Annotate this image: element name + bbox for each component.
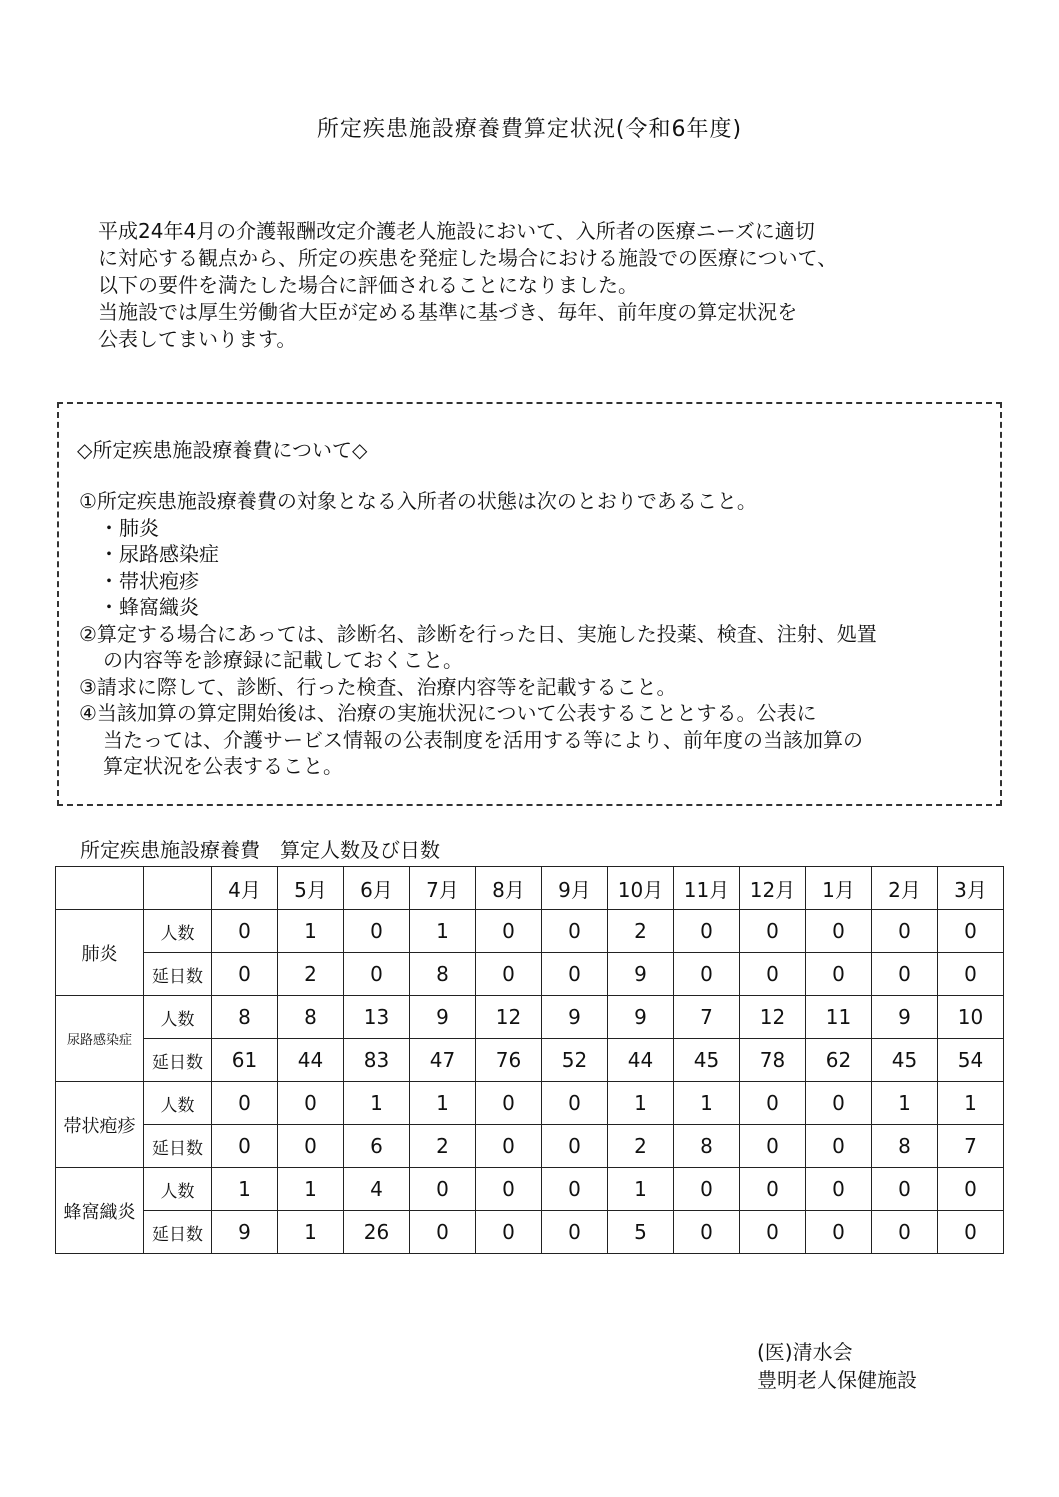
table-row	[56, 1082, 1004, 1125]
value-cell: 9	[872, 996, 938, 1039]
value-cell: 0	[806, 1211, 872, 1254]
requirement-line: ③請求に際して、診断、行った検査、治療内容等を記載すること。	[79, 674, 677, 699]
organization-name: (医)清水会	[757, 1340, 853, 1364]
value-cell: 7	[674, 996, 740, 1039]
value-cell: 0	[872, 953, 938, 996]
requirement-line: ①所定疾患施設療養費の対象となる入所者の状態は次のとおりであること。	[79, 489, 757, 513]
header-blank-cell	[144, 867, 212, 910]
value-cell: 0	[740, 910, 806, 953]
value-cell: 0	[740, 1211, 806, 1254]
value-cell: 0	[806, 1125, 872, 1168]
value-cell: 0	[278, 1125, 344, 1168]
value-cell: 0	[740, 953, 806, 996]
value-cell: 0	[476, 910, 542, 953]
table-caption: 所定疾患施設療養費 算定人数及び日数	[80, 838, 440, 862]
intro-line: 当施設では厚生労働省大臣が定める基準に基づき、毎年、前年度の算定状況を	[98, 300, 798, 324]
value-cell: 8	[410, 953, 476, 996]
disease-name-cell: 尿路感染症	[56, 996, 144, 1082]
requirements-list	[79, 488, 999, 780]
value-cell: 1	[344, 1082, 410, 1125]
value-cell: 12	[476, 996, 542, 1039]
value-cell: 76	[476, 1039, 542, 1082]
table-row	[56, 953, 1004, 996]
disease-name-cell: 帯状疱疹	[56, 1082, 144, 1168]
month-header: 7月	[410, 867, 476, 910]
value-cell: 0	[740, 1125, 806, 1168]
value-cell: 61	[212, 1039, 278, 1082]
value-cell: 0	[938, 1168, 1004, 1211]
value-cell: 8	[674, 1125, 740, 1168]
value-cell: 7	[938, 1125, 1004, 1168]
facility-name: 豊明老人保健施設	[757, 1368, 917, 1392]
value-cell: 0	[476, 1082, 542, 1125]
month-header: 3月	[938, 867, 1004, 910]
month-header: 11月	[674, 867, 740, 910]
value-cell: 0	[542, 1211, 608, 1254]
requirement-line: 算定状況を公表すること。	[103, 754, 343, 778]
value-cell: 0	[740, 1082, 806, 1125]
month-header: 2月	[872, 867, 938, 910]
intro-line: 以下の要件を満たした場合に評価されることになりました。	[98, 273, 638, 297]
metric-label-cell: 人数	[144, 1168, 212, 1211]
value-cell: 9	[608, 953, 674, 996]
value-cell: 1	[674, 1082, 740, 1125]
intro-line: に対応する観点から、所定の疾患を発症した場合における施設での医療について、	[98, 246, 838, 270]
month-header: 6月	[344, 867, 410, 910]
value-cell: 2	[608, 1125, 674, 1168]
value-cell: 0	[872, 1211, 938, 1254]
intro-line: 平成24年4月の介護報酬改定介護老人施設において、入所者の医療ニーズに適切	[98, 219, 815, 243]
value-cell: 0	[938, 1211, 1004, 1254]
value-cell: 1	[410, 910, 476, 953]
requirement-line: 当たっては、介護サービス情報の公表制度を活用する等により、前年度の当該加算の	[103, 727, 863, 752]
value-cell: 0	[542, 910, 608, 953]
value-cell: 0	[674, 953, 740, 996]
value-cell: 11	[806, 996, 872, 1039]
month-header: 1月	[806, 867, 872, 910]
value-cell: 44	[608, 1039, 674, 1082]
value-cell: 47	[410, 1039, 476, 1082]
value-cell: 0	[542, 1082, 608, 1125]
value-cell: 1	[278, 1211, 344, 1254]
table-row	[56, 996, 1004, 1039]
value-cell: 1	[278, 1168, 344, 1211]
value-cell: 0	[872, 1168, 938, 1211]
requirement-line: の内容等を診療録に記載しておくこと。	[103, 648, 463, 672]
value-cell: 8	[872, 1125, 938, 1168]
value-cell: 6	[344, 1125, 410, 1168]
value-cell: 10	[938, 996, 1004, 1039]
value-cell: 0	[212, 910, 278, 953]
value-cell: 0	[212, 953, 278, 996]
value-cell: 0	[344, 910, 410, 953]
value-cell: 9	[212, 1211, 278, 1254]
calculation-table	[55, 866, 1004, 1254]
value-cell: 0	[476, 1211, 542, 1254]
requirement-line: ④当該加算の算定開始後は、治療の実施状況について公表することとする。公表に	[79, 701, 817, 725]
value-cell: 52	[542, 1039, 608, 1082]
value-cell: 9	[542, 996, 608, 1039]
value-cell: 1	[278, 910, 344, 953]
value-cell: 0	[410, 1168, 476, 1211]
disease-name-cell: 蜂窩織炎	[56, 1168, 144, 1254]
value-cell: 26	[344, 1211, 410, 1254]
month-header: 9月	[542, 867, 608, 910]
value-cell: 0	[806, 953, 872, 996]
value-cell: 0	[212, 1125, 278, 1168]
disease-bullet: ・帯状疱疹	[99, 568, 199, 593]
value-cell: 8	[212, 996, 278, 1039]
value-cell: 0	[542, 1125, 608, 1168]
table-row	[56, 910, 1004, 953]
value-cell: 1	[212, 1168, 278, 1211]
value-cell: 1	[608, 1082, 674, 1125]
value-cell: 5	[608, 1211, 674, 1254]
value-cell: 0	[476, 1125, 542, 1168]
value-cell: 62	[806, 1039, 872, 1082]
value-cell: 0	[806, 1168, 872, 1211]
metric-label-cell: 延日数	[144, 953, 212, 996]
value-cell: 0	[410, 1211, 476, 1254]
metric-label-cell: 延日数	[144, 1125, 212, 1168]
month-header: 4月	[212, 867, 278, 910]
issuer	[757, 1338, 917, 1394]
value-cell: 2	[410, 1125, 476, 1168]
value-cell: 0	[278, 1082, 344, 1125]
value-cell: 0	[938, 953, 1004, 996]
value-cell: 2	[278, 953, 344, 996]
disease-bullet: ・肺炎	[99, 515, 159, 540]
value-cell: 54	[938, 1039, 1004, 1082]
value-cell: 9	[410, 996, 476, 1039]
value-cell: 45	[674, 1039, 740, 1082]
value-cell: 0	[806, 910, 872, 953]
table-row	[56, 1211, 1004, 1254]
table-row	[56, 1039, 1004, 1082]
value-cell: 1	[872, 1082, 938, 1125]
value-cell: 0	[476, 1168, 542, 1211]
disease-name-cell: 肺炎	[56, 910, 144, 996]
value-cell: 0	[674, 1211, 740, 1254]
value-cell: 2	[608, 910, 674, 953]
header-blank-cell	[56, 867, 144, 910]
value-cell: 0	[674, 1168, 740, 1211]
value-cell: 0	[806, 1082, 872, 1125]
table-header-row	[56, 867, 1004, 910]
requirement-line: ②算定する場合にあっては、診断名、診断を行った日、実施した投薬、検査、注射、処置	[79, 621, 877, 646]
value-cell: 44	[278, 1039, 344, 1082]
intro-line: 公表してまいります。	[98, 327, 297, 351]
value-cell: 83	[344, 1039, 410, 1082]
value-cell: 78	[740, 1039, 806, 1082]
value-cell: 9	[608, 996, 674, 1039]
metric-label-cell: 人数	[144, 910, 212, 953]
requirements-heading: ◇所定疾患施設療養費について◇	[77, 438, 368, 462]
value-cell: 1	[410, 1082, 476, 1125]
document-title: 所定疾患施設療養費算定状況(令和6年度)	[316, 117, 743, 142]
value-cell: 0	[674, 910, 740, 953]
requirements-box	[57, 402, 1002, 806]
value-cell: 13	[344, 996, 410, 1039]
disease-bullet: ・尿路感染症	[99, 542, 219, 566]
value-cell: 0	[542, 953, 608, 996]
month-header: 12月	[740, 867, 806, 910]
month-header: 10月	[608, 867, 674, 910]
month-header: 5月	[278, 867, 344, 910]
value-cell: 4	[344, 1168, 410, 1211]
value-cell: 45	[872, 1039, 938, 1082]
metric-label-cell: 延日数	[144, 1211, 212, 1254]
value-cell: 0	[344, 953, 410, 996]
metric-label-cell: 延日数	[144, 1039, 212, 1082]
table-row	[56, 1168, 1004, 1211]
month-header: 8月	[476, 867, 542, 910]
metric-label-cell: 人数	[144, 1082, 212, 1125]
value-cell: 12	[740, 996, 806, 1039]
disease-bullet: ・蜂窩織炎	[99, 595, 199, 619]
value-cell: 0	[476, 953, 542, 996]
value-cell: 0	[872, 910, 938, 953]
metric-label-cell: 人数	[144, 996, 212, 1039]
value-cell: 1	[938, 1082, 1004, 1125]
intro-paragraph	[98, 218, 998, 353]
value-cell: 0	[542, 1168, 608, 1211]
value-cell: 1	[608, 1168, 674, 1211]
value-cell: 0	[740, 1168, 806, 1211]
value-cell: 0	[938, 910, 1004, 953]
table-row	[56, 1125, 1004, 1168]
value-cell: 8	[278, 996, 344, 1039]
value-cell: 0	[212, 1082, 278, 1125]
